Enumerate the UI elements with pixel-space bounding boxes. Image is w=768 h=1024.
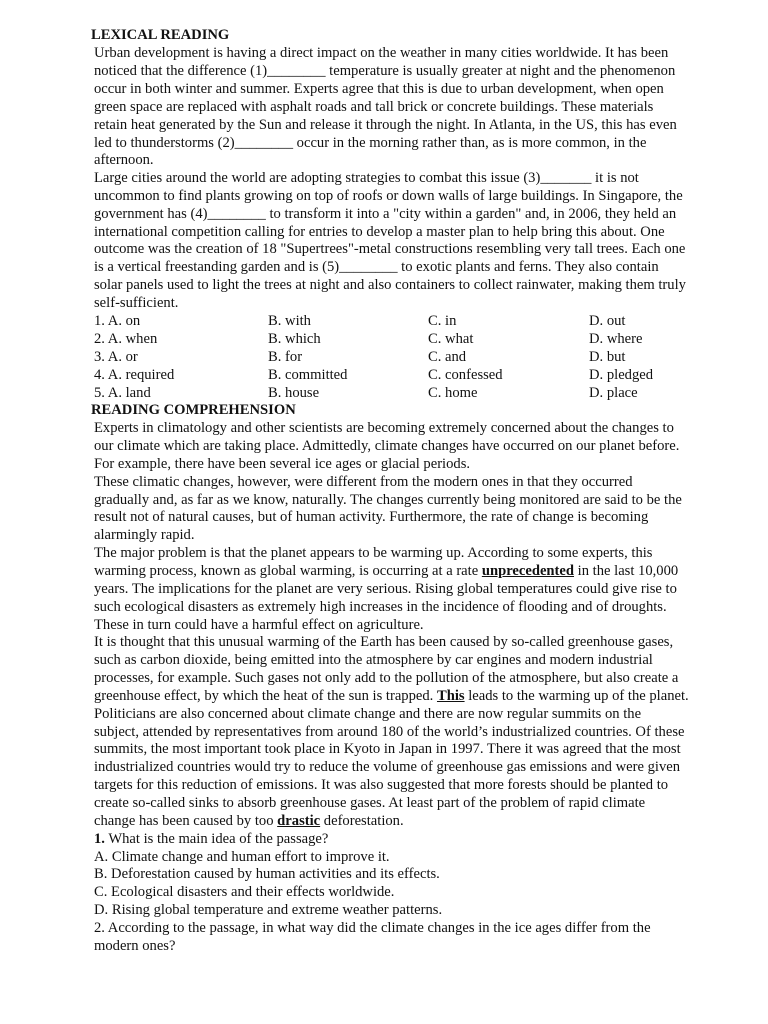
question-1-choice-a: A. Climate change and human effort to improve it.	[94, 849, 390, 865]
option-4a: 4. A. required	[94, 367, 175, 383]
option-1a: 1. A. on	[94, 313, 141, 329]
option-3b: B. for	[268, 349, 303, 365]
question-2: 2. According to the passage, in what way did the climate changes in the ice ages differ from the	[94, 920, 651, 936]
option-5b: B. house	[268, 385, 320, 401]
question-2-continuation: modern ones?	[94, 938, 176, 954]
lexical-passage-line: noticed that the difference (1)________ temperature is usually greater at night and the phenomenon	[94, 63, 676, 79]
lexical-passage-line: international competition calling for entries to develop a master plan to help bring this about. One	[94, 224, 665, 240]
option-5c: C. home	[428, 385, 478, 401]
option-3c: C. and	[428, 349, 467, 365]
line-text: leads to the warming up of the planet.	[464, 688, 689, 704]
lexical-passage-line: occur in both winter and summer. Experts agree that this is due to urban development, when open	[94, 81, 664, 97]
option-2b: B. which	[268, 331, 321, 347]
question-1	[94, 831, 328, 849]
comprehension-passage-line: our climate which are taking place. Admittedly, climate changes have occurred on our planet before.	[94, 438, 680, 454]
option-4d: D. pledged	[589, 367, 654, 383]
lexical-passage-line: self-sufficient.	[94, 295, 179, 311]
option-2d: D. where	[589, 331, 643, 347]
comprehension-passage-line: create so-called sinks to absorb greenhouse gases. At least part of the problem of rapid climate	[94, 795, 646, 811]
comprehension-passage-line: These climatic changes, however, were different from the modern ones in that they occurred	[94, 474, 633, 490]
lexical-passage-line: green space are replaced with asphalt roads and tall brick or concrete buildings. These materials	[94, 99, 654, 115]
question-1-choice-b: B. Deforestation caused by human activities and its effects.	[94, 866, 440, 882]
option-5a: 5. A. land	[94, 385, 151, 401]
comprehension-passage-line: industrialized countries would try to reduce the volume of greenhouse gas emissions and were given	[94, 759, 681, 775]
option-3d: D. but	[589, 349, 626, 365]
lexical-passage-line: Urban development is having a direct impact on the weather in many cities worldwide. It has been	[94, 45, 669, 61]
comprehension-passage-line: such ecological disasters as extremely high increases in the incidence of flooding and of droughts.	[94, 599, 667, 615]
lexical-reading-heading: LEXICAL READING	[91, 27, 230, 43]
comprehension-passage-line: subject, attended by representatives from around 180 of the world’s industrialized countries. Of these	[94, 724, 685, 740]
comprehension-passage-line: such as carbon dioxide, being emitted into the atmosphere by car engines and modern industrial	[94, 652, 653, 668]
option-1c: C. in	[428, 313, 457, 329]
keyword-unprecedented: unprecedented	[481, 563, 575, 579]
reading-comprehension-heading: READING COMPREHENSION	[91, 402, 296, 418]
option-5d: D. place	[589, 385, 638, 401]
option-4b: B. committed	[268, 367, 348, 383]
question-1-choice-d: D. Rising global temperature and extreme weather patterns.	[94, 902, 443, 918]
comprehension-passage-line: targets for this reduction of emissions. It was also suggested that more forests should be planted to	[94, 777, 669, 793]
lexical-passage-line: government has (4)________ to transform it into a "city within a garden" and, in 2006, they held an	[94, 206, 677, 222]
question-text: What is the main idea of the passage?	[104, 831, 329, 847]
line-text: deforestation.	[320, 813, 404, 829]
line-text: change has been caused by too	[94, 813, 278, 829]
option-3a: 3. A. or	[94, 349, 138, 365]
lexical-passage-line: is a vertical freestanding garden and is (5)________ to exotic plants and ferns. They also contain	[94, 259, 659, 275]
option-1b: B. with	[268, 313, 311, 329]
question-1-choice-c: C. Ecological disasters and their effects worldwide.	[94, 884, 395, 900]
comprehension-passage-line: result not of natural causes, but of human activity. Furthermore, the rate of change is becoming	[94, 509, 649, 525]
comprehension-passage-line: summits, the most important took place in Kyoto in Japan in 1997. There it was agreed that the most	[94, 741, 681, 757]
comprehension-passage-line: For example, there have been several ice ages or glacial periods.	[94, 456, 471, 472]
lexical-passage-line: afternoon.	[94, 152, 154, 168]
comprehension-passage-line: Politicians are also concerned about climate change and there are now regular summits on the	[94, 706, 642, 722]
lexical-passage-line: solar panels used to light the trees at night and also containers to collect rainwater, making them truly	[94, 277, 686, 293]
lexical-passage-line: Large cities around the world are adopting strategies to combat this issue (3)_______ it is not	[94, 170, 639, 186]
comprehension-passage-line: processes, for example. Such gases not only add to the pollution of the atmosphere, but also create a	[94, 670, 679, 686]
comprehension-passage-line: alarmingly rapid.	[94, 527, 195, 543]
comprehension-passage-line: These in turn could have a harmful effect on agriculture.	[94, 617, 424, 633]
comprehension-passage-line	[94, 813, 404, 831]
lexical-passage-line: led to thunderstorms (2)________ occur in the morning rather than, as is more common, in the	[94, 135, 647, 151]
option-4c: C. confessed	[428, 367, 503, 383]
comprehension-passage-line: The major problem is that the planet appears to be warming up. According to some experts, this	[94, 545, 653, 561]
question-number: 1.	[94, 831, 105, 847]
comprehension-passage-line	[94, 688, 689, 706]
line-text: warming process, known as global warming, is occurring at a rate	[94, 563, 482, 579]
keyword-drastic: drastic	[277, 813, 321, 829]
comprehension-passage-line: gradually and, as far as we know, naturally. The changes currently being monitored are said to be the	[94, 492, 682, 508]
comprehension-passage-line: It is thought that this unusual warming of the Earth has been caused by so-called greenhouse gases,	[94, 634, 674, 650]
option-2c: C. what	[428, 331, 474, 347]
line-text: in the last 10,000	[574, 563, 679, 579]
comprehension-passage-line: Experts in climatology and other scientists are becoming extremely concerned about the changes to	[94, 420, 674, 436]
keyword-this: This	[436, 688, 465, 704]
lexical-passage-line: outcome was the creation of 18 "Supertrees"-metal constructions resembling very tall trees. Each one	[94, 241, 686, 257]
comprehension-passage-line: years. The implications for the planet are very serious. Rising global temperatures could give rise to	[94, 581, 677, 597]
line-text: greenhouse effect, by which the heat of the sun is trapped.	[94, 688, 437, 704]
lexical-passage-line: uncommon to find plants growing on top of roofs or down walls of large buildings. In Singapore, the	[94, 188, 683, 204]
comprehension-passage-line	[94, 563, 678, 581]
lexical-passage-line: retain heat generated by the Sun and release it through the night. In Atlanta, in the US, this has even	[94, 117, 677, 133]
option-1d: D. out	[589, 313, 626, 329]
option-2a: 2. A. when	[94, 331, 158, 347]
